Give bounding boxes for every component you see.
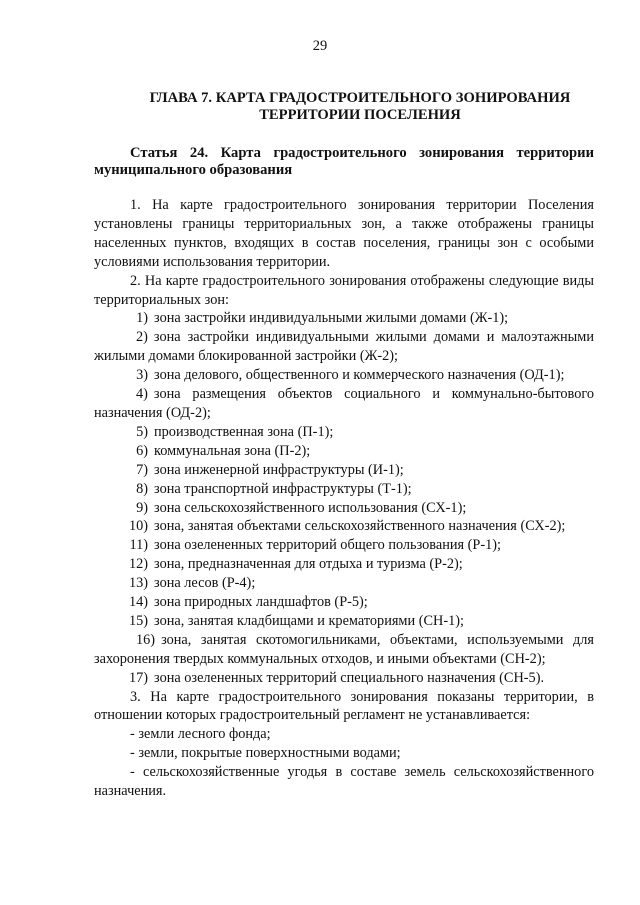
zone-text: зона застройки индивидуальными жилыми домами и малоэтажными жилыми домами блокированной застройки (Ж-2); xyxy=(94,329,594,365)
zone-number: 10) xyxy=(128,518,148,535)
zone-text: зона, предназначенная для отдыха и туризма (Р-2); xyxy=(154,556,463,573)
exempt-land-item: - сельскохозяйственные угодья в составе земель сельскохозяйственного назначения. xyxy=(94,764,594,800)
zone-number: 16) xyxy=(136,631,156,648)
zone-text: зона делового, общественного и коммерческого назначения (ОД-1); xyxy=(154,367,565,384)
zone-number: 1) xyxy=(136,310,148,327)
article-title: Статья 24. Карта градостроительного зонирования территории муниципального образования xyxy=(94,145,594,178)
zone-text: зона размещения объектов социального и коммунально-бытового назначения (ОД-2); xyxy=(94,386,594,421)
zone-text: зона, занятая скотомогильниками, объектами, используемыми для захоронения твердых коммунальных отходов, и иными объектами (СН-2); xyxy=(94,631,594,667)
zone-list-item xyxy=(94,461,594,480)
zone-list-item xyxy=(94,555,594,574)
zone-list-item xyxy=(94,574,594,593)
zone-text: производственная зона (П-1); xyxy=(154,423,334,440)
zone-text: коммунальная зона (П-2); xyxy=(154,442,311,459)
zone-list-item xyxy=(94,480,594,499)
paragraph-1: 1. На карте градостроительного зонирования территории Поселения установлены границы территориальных зон, а также отображены границы населенных пунктов, входящих в состав поселения, границы зон с особыми условиями использования территории. xyxy=(94,197,594,270)
zone-number: 5) xyxy=(136,423,148,440)
zone-list-item xyxy=(94,328,594,366)
zone-list-item xyxy=(94,593,594,612)
zone-number: 4) xyxy=(136,386,148,403)
paragraph-2: 2. На карте градостроительного зонирования отображены следующие виды территориальных зон: xyxy=(94,272,594,308)
zone-list-item xyxy=(94,366,594,385)
zone-number: 9) xyxy=(136,499,148,516)
zone-number: 6) xyxy=(136,442,148,459)
zone-list-item xyxy=(94,423,594,442)
zone-list-item xyxy=(94,309,594,328)
zone-number: 7) xyxy=(136,461,148,478)
zone-number: 14) xyxy=(128,594,148,611)
zone-list-item xyxy=(94,442,594,461)
zone-number: 17) xyxy=(128,669,148,686)
zone-text: зона озелененных территорий общего пользования (Р-1); xyxy=(154,537,502,554)
zone-list-item xyxy=(94,536,594,555)
zone-text: зона, занятая кладбищами и крематориями (СН-1); xyxy=(154,612,464,629)
chapter-title xyxy=(120,90,600,124)
zone-text: зона сельскохозяйственного использования (СХ-1); xyxy=(154,499,467,516)
zone-text: зона лесов (Р-4); xyxy=(154,575,256,592)
exempt-land-item: - земли лесного фонда; xyxy=(130,726,271,743)
page-number: 29 xyxy=(312,38,328,54)
exempt-land-item: - земли, покрытые поверхностными водами; xyxy=(130,745,401,762)
zone-list-item xyxy=(94,499,594,518)
zone-number: 8) xyxy=(136,480,148,497)
zone-list-item xyxy=(94,631,594,669)
zone-text: зона застройки индивидуальными жилыми домами (Ж-1); xyxy=(154,310,509,327)
zone-list-item xyxy=(94,669,594,688)
zone-number: 11) xyxy=(129,537,148,554)
chapter-title-line-1: ГЛАВА 7. КАРТА ГРАДОСТРОИТЕЛЬНОГО ЗОНИРОВАНИЯ xyxy=(149,90,571,106)
zone-number: 15) xyxy=(128,612,148,629)
zone-text: зона инженерной инфраструктуры (И-1); xyxy=(154,461,404,478)
zone-list-item xyxy=(94,385,594,423)
zone-number: 3) xyxy=(136,367,148,384)
paragraph-3: 3. На карте градостроительного зонирования показаны территории, в отношении которых градостроительный регламент не устанавливается: xyxy=(94,688,594,724)
zone-number: 2) xyxy=(136,329,148,346)
zone-text: зона, занятая объектами сельскохозяйственного назначения (СХ-2); xyxy=(154,518,566,535)
zone-text: зона транспортной инфраструктуры (Т-1); xyxy=(154,480,412,497)
zone-text: зона озелененных территорий специального назначения (СН-5). xyxy=(154,669,545,686)
chapter-title-line-2: ТЕРРИТОРИИ ПОСЕЛЕНИЯ xyxy=(259,107,461,123)
zone-text: зона природных ландшафтов (Р-5); xyxy=(154,594,368,611)
zone-list-item xyxy=(94,612,594,631)
zone-list-item xyxy=(94,517,594,536)
article-body xyxy=(94,196,594,801)
zone-number: 13) xyxy=(128,575,148,592)
zone-number: 12) xyxy=(128,556,148,573)
